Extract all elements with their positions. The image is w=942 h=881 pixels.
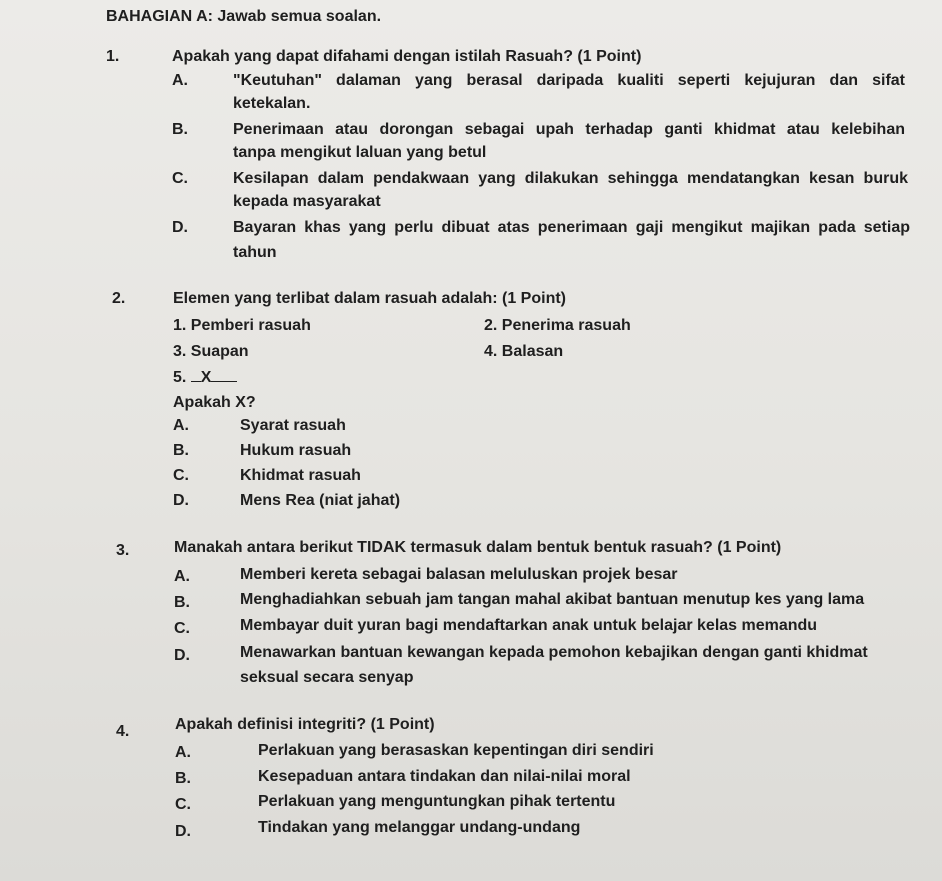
question-text: Manakah antara berikut TIDAK termasuk dalam bentuk bentuk rasuah? (1 Point) xyxy=(174,539,782,556)
question-number: 4. xyxy=(116,723,130,740)
option-letter: D. xyxy=(172,219,188,236)
element-item: 3. Suapan xyxy=(173,343,249,360)
element-item: 2. Penerima rasuah xyxy=(484,317,631,334)
option-text-continued: kepada masyarakat xyxy=(233,193,381,210)
option-text: Perlakuan yang menguntungkan pihak tertentu xyxy=(258,793,616,810)
blank-line xyxy=(211,367,237,382)
option-text: Kesepaduan antara tindakan dan nilai-nilai moral xyxy=(258,768,631,785)
option-letter: C. xyxy=(175,796,191,813)
blank-prefix: 5. xyxy=(173,369,187,386)
question-text: Elemen yang terlibat dalam rasuah adalah: (1 Point) xyxy=(173,290,566,307)
blank-mark: X xyxy=(200,369,212,386)
option-letter: A. xyxy=(173,417,189,434)
sub-question: Apakah X? xyxy=(173,394,256,411)
question-number: 1. xyxy=(106,48,120,65)
option-text: Memberi kereta sebagai balasan meluluskan projek besar xyxy=(240,566,678,583)
option-letter: B. xyxy=(174,594,190,611)
element-item: 4. Balasan xyxy=(484,343,564,360)
option-text: Hukum rasuah xyxy=(240,442,352,459)
option-letter: B. xyxy=(175,770,191,787)
option-letter: A. xyxy=(174,568,190,585)
option-text: Syarat rasuah xyxy=(240,417,346,434)
option-text: Mens Rea (niat jahat) xyxy=(240,492,401,509)
option-letter: A. xyxy=(175,744,191,761)
option-text-continued: tanpa mengikut laluan yang betul xyxy=(233,144,487,161)
option-text: Membayar duit yuran bagi mendaftarkan anak untuk belajar kelas memandu xyxy=(240,617,818,634)
option-text-continued: seksual secara senyap xyxy=(240,669,414,686)
option-text-continued: tahun xyxy=(233,244,277,261)
option-text: Penerimaan atau dorongan sebagai upah terhadap ganti khidmat atau kelebihan xyxy=(233,121,905,138)
option-letter: D. xyxy=(173,492,189,509)
question-number: 2. xyxy=(112,290,126,307)
option-letter: D. xyxy=(175,823,191,840)
option-text: "Keutuhan" dalaman yang berasal daripada kualiti seperti kejujuran dan sifat xyxy=(233,72,905,89)
option-letter: C. xyxy=(173,467,189,484)
question-number: 3. xyxy=(116,542,130,559)
option-text: Menghadiahkan sebuah jam tangan mahal akibat bantuan menutup kes yang lama xyxy=(240,591,865,608)
element-item: 1. Pemberi rasuah xyxy=(173,317,311,334)
option-text: Kesilapan dalam pendakwaan yang dilakukan sehingga mendatangkan kesan buruk xyxy=(233,170,908,187)
blank-line xyxy=(191,367,201,382)
option-letter: C. xyxy=(174,620,190,637)
option-text: Tindakan yang melanggar undang-undang xyxy=(258,819,581,836)
element-blank xyxy=(173,367,237,388)
option-letter: A. xyxy=(172,72,188,89)
option-letter: B. xyxy=(173,442,189,459)
option-text-continued: ketekalan. xyxy=(233,95,311,112)
option-letter: D. xyxy=(174,647,190,664)
option-letter: C. xyxy=(172,170,188,187)
question-text: Apakah yang dapat difahami dengan istilah Rasuah? (1 Point) xyxy=(172,48,642,65)
option-letter: B. xyxy=(172,121,188,138)
option-text: Menawarkan bantuan kewangan kepada pemohon kebajikan dengan ganti khidmat xyxy=(240,644,868,661)
option-text: Bayaran khas yang perlu dibuat atas penerimaan gaji mengikut majikan pada setiap xyxy=(233,219,910,236)
option-text: Khidmat rasuah xyxy=(240,467,361,484)
option-text: Perlakuan yang berasaskan kepentingan diri sendiri xyxy=(258,742,654,759)
question-text: Apakah definisi integriti? (1 Point) xyxy=(175,716,435,733)
section-title: BAHAGIAN A: Jawab semua soalan. xyxy=(106,8,382,25)
